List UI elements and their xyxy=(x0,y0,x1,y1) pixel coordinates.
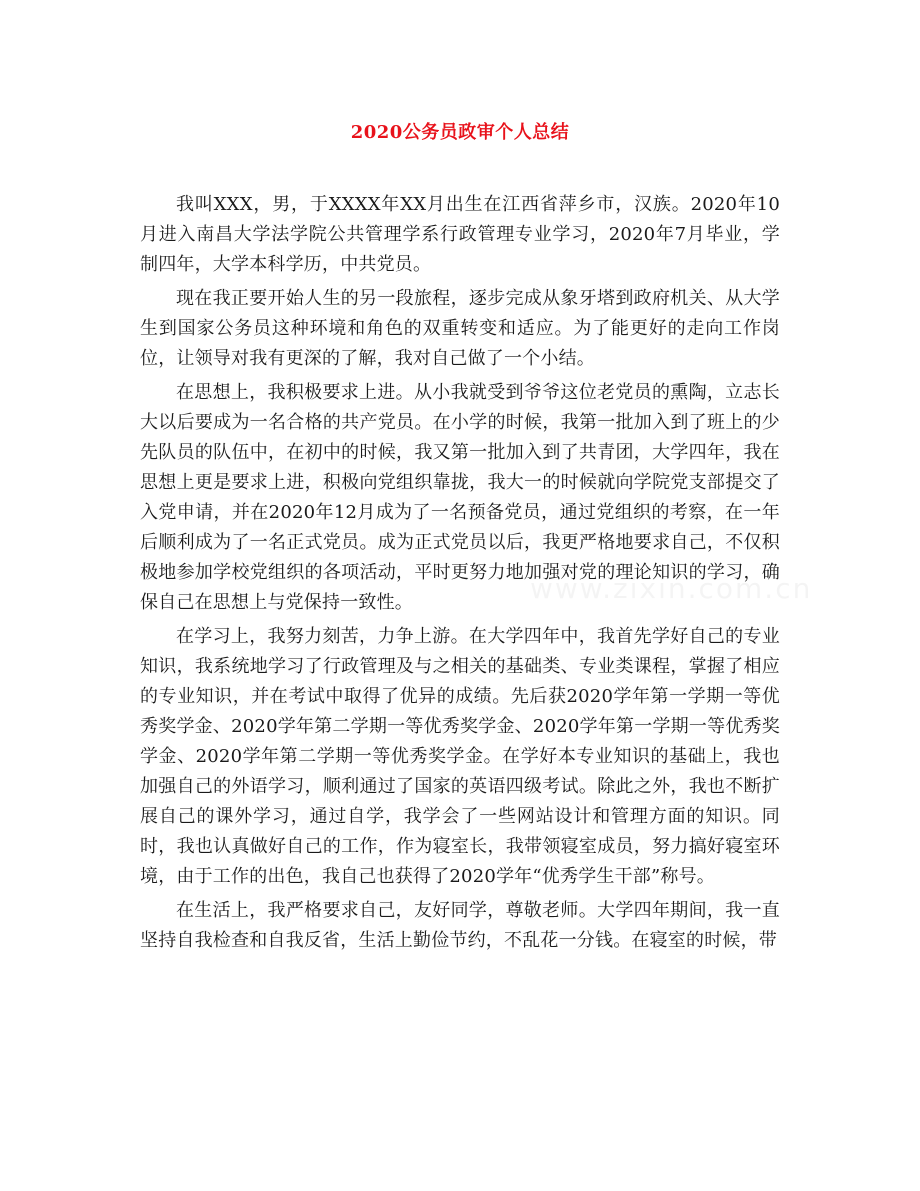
paragraph-intro: 我叫XXX，男，于XXXX年XX月出生在江西省萍乡市，汉族。2020年10月进入南昌大学法学院公共管理学系行政管理专业学习，2020年7月毕业，学制四年，大学本科学历，中共党员。 xyxy=(140,194,780,275)
paragraph-journey: 现在我正要开始人生的另一段旅程，逐步完成从象牙塔到政府机关、从大学生到国家公务员这种环境和角色的双重转变和适应。为了能更好的走向工作岗位，让领导对我有更深的了解，我对自己做了一个小结。 xyxy=(140,288,780,369)
paragraph-life: 在生活上，我严格要求自己，友好同学，尊敬老师。大学四年期间，我一直坚持自我检查和自我反省，生活上勤俭节约，不乱花一分钱。在寝室的时候，带 xyxy=(140,900,780,951)
document-title: 2020公务员政审个人总结 xyxy=(350,122,570,143)
paragraph-study: 在学习上，我努力刻苦，力争上游。在大学四年中，我首先学好自己的专业知识，我系统地学习了行政管理及与之相关的基础类、专业类课程，掌握了相应的专业知识，并在考试中取得了优异的成绩。先后获2020学年第一学期一等优秀奖学金、2020学年第二学期一等优秀奖学金、2020学年第一学期一等优秀奖学金、2020学年第二学期一等优秀奖学金。在学好本专业知识的基础上，我也加强自己的外语学习，顺利通过了国家的英语四级考试。除此之外，我也不断扩展自己的课外学习，通过自学，我学会了一些网站设计和管理方面的知识。同时，我也认真做好自己的工作，作为寝室长，我带领寝室成员，努力搞好寝室环境，由于工作的出色，我自己也获得了2020学年“优秀学生干部”称号。 xyxy=(140,626,780,887)
document-body xyxy=(140,190,780,960)
paragraph-ideology: 在思想上，我积极要求上进。从小我就受到爷爷这位老党员的熏陶，立志长大以后要成为一名合格的共产党员。在小学的时候，我第一批加入到了班上的少先队员的队伍中，在初中的时候，我又第一批加入到了共青团，大学四年，我在思想上更是要求上进，积极向党组织靠拢，我大一的时候就向学院党支部提交了入党申请，并在2020年12月成为了一名预备党员，通过党组织的考察，在一年后顺利成为了一名正式党员。成为正式党员以后，我更严格地要求自己，不仅积极地参加学校党组织的各项活动，平时更努力地加强对党的理论知识的学习，确保自己在思想上与党保持一致性。 xyxy=(140,382,780,613)
